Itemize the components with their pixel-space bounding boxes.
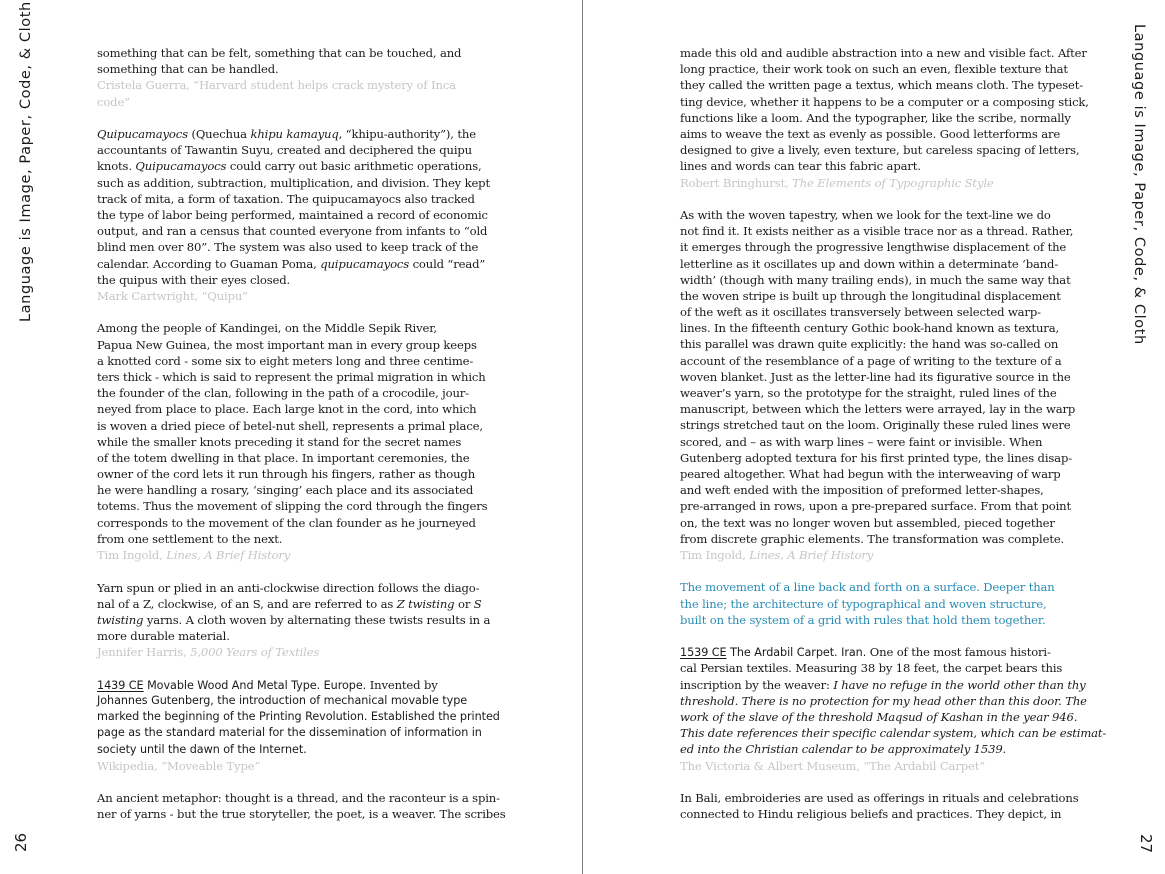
text-segment: the quipus with their eyes closed. xyxy=(97,272,291,287)
text-line xyxy=(97,418,489,434)
text-segment: is woven a dried piece of betel-nut shell, represents a primal place, xyxy=(97,418,483,433)
text-line xyxy=(680,806,1072,822)
text-segment: As with the woven tapestry, when we look for the text-line we do xyxy=(680,207,1051,222)
text-segment: S xyxy=(473,596,482,611)
text-segment: something that can be felt, something that can be touched, and xyxy=(97,46,462,60)
text-line xyxy=(97,207,489,223)
text-segment: designed to give a lively, even texture, but careless spacing of letters, xyxy=(680,143,1080,158)
text-line xyxy=(680,596,1072,612)
text-line xyxy=(680,434,1072,450)
text-segment: This date references their specific calendar system, which can be estimat- xyxy=(680,726,1107,741)
text-line xyxy=(680,677,1086,693)
text-line xyxy=(680,466,1072,482)
text-segment: cal Persian textiles. Measuring 38 by 18 feet, the carpet bears this xyxy=(680,661,1063,676)
text-segment: made this old and audible abstraction into a new and visible fact. After xyxy=(680,46,1087,60)
text-line xyxy=(680,223,1072,239)
text-segment: more durable material. xyxy=(97,629,230,644)
text-line xyxy=(97,580,489,596)
text-segment: , “khipu-authority”), the xyxy=(338,127,476,142)
text-segment: such as addition, subtraction, multiplication, and division. They kept xyxy=(97,175,490,190)
page-number-left: 26 xyxy=(12,832,30,852)
text-line xyxy=(97,256,489,272)
text-line xyxy=(680,369,1072,385)
text-line xyxy=(680,304,1072,320)
text-line xyxy=(97,142,489,158)
timeline-title: Movable Wood And Metal Type. Europe. xyxy=(143,678,367,692)
text-line xyxy=(97,790,500,806)
text-line xyxy=(97,239,489,255)
text-line xyxy=(680,77,1084,93)
text-segment: neyed from place to place. Each large knot in the cord, into which xyxy=(97,402,477,417)
text-line xyxy=(680,158,1072,174)
text-segment: output, and ran a census that counted everyone from infants to “old xyxy=(97,224,488,239)
text-line xyxy=(97,677,489,693)
text-segment: In Bali, embroideries are used as offerings in rituals and celebrations xyxy=(680,791,1079,806)
text-segment: Yarn spun or plied in an anti-clockwise direction follows the diago- xyxy=(97,580,480,595)
text-segment: pre-arranged in rows, upon a pre-prepared surface. From that point xyxy=(680,499,1072,514)
highlight-quote xyxy=(680,579,1072,628)
text-segment: while the smaller knots preceding it stand for the secret names xyxy=(97,434,462,449)
text-segment: Johannes Gutenberg, the introduction of mechanical movable type xyxy=(97,693,468,707)
text-segment: Quipucamayocs xyxy=(97,127,188,142)
text-line xyxy=(97,272,489,288)
text-segment: functions like a loom. And the typographer, like the scribe, normally xyxy=(680,110,1071,125)
page-number-right: 27 xyxy=(1137,834,1155,854)
text-line xyxy=(680,612,1072,628)
citation-line xyxy=(97,288,489,304)
text-segment: could “read” xyxy=(409,256,486,271)
text-segment: Cristela Guerra, “Harvard student helps crack mystery of Inca xyxy=(97,78,456,93)
timeline-year: 1539 CE xyxy=(680,646,727,660)
text-segment: khipu kamayuq xyxy=(250,127,339,142)
text-line xyxy=(680,256,1072,272)
text-segment: from one settlement to the next. xyxy=(97,531,283,546)
text-line xyxy=(97,466,489,482)
text-line xyxy=(97,498,489,514)
citation-line xyxy=(97,77,489,93)
text-line xyxy=(97,612,489,628)
text-segment: page as the standard material for the dissemination of information in xyxy=(97,726,482,740)
text-segment: code” xyxy=(97,94,130,109)
text-segment: An ancient metaphor: thought is a thread, and the raconteur is a spin- xyxy=(97,791,500,806)
text-segment: something that can be handled. xyxy=(97,62,279,77)
text-segment: connected to Hindu religious beliefs and practices. They depict, in xyxy=(680,807,1062,822)
text-segment: width’ (though with many trailing ends), in much the same way that xyxy=(680,272,1071,287)
text-segment: Quipucamayocs xyxy=(135,159,227,174)
running-head-left: Language is Image, Paper, Code, & Cloth xyxy=(18,1,34,322)
text-segment: threshold. There is no protection for my head other than this door. The xyxy=(680,693,1087,708)
text-line xyxy=(680,272,1072,288)
text-segment: blind men over 80”. The system was also used to keep track of the xyxy=(97,240,479,255)
quote-block xyxy=(680,45,1089,191)
text-line xyxy=(680,288,1072,304)
text-line xyxy=(680,320,1072,336)
text-segment: Invented by xyxy=(366,677,438,692)
text-segment: the line; the architecture of typographical and woven structure, xyxy=(680,596,1047,611)
text-segment: Lines, A Brief History xyxy=(749,547,874,562)
text-segment: totems. Thus the movement of slipping the cord through the fingers xyxy=(97,499,488,514)
text-segment: account of the resemblance of a page of writing to the texture of a xyxy=(680,353,1062,368)
text-segment: corresponds to the movement of the clan founder as he journeyed xyxy=(97,515,476,530)
citation-line xyxy=(680,547,1072,563)
text-line xyxy=(97,806,506,822)
quote-block xyxy=(97,790,506,822)
text-segment: long practice, their work took on such an even, flexible texture that xyxy=(680,62,1068,77)
text-line xyxy=(680,417,1072,433)
text-segment: Gutenberg adopted textura for his first printed type, the lines disap- xyxy=(680,450,1072,465)
text-line xyxy=(680,482,1072,498)
right-text-column xyxy=(680,45,1107,839)
text-segment: ting device, whether it happens to be a computer or a composing stick, xyxy=(680,94,1089,109)
text-segment: Tim Ingold, xyxy=(680,547,750,562)
citation-line xyxy=(680,758,1072,774)
text-line xyxy=(680,660,1072,676)
text-segment: he were handling a rosary, ‘singing’ each place and its associated xyxy=(97,483,474,498)
text-line xyxy=(97,385,489,401)
text-segment: Jennifer Harris, xyxy=(97,645,191,660)
timeline-title: The Ardabil Carpet. Iran. xyxy=(726,646,867,660)
text-segment: on, the text was no longer woven but assembled, pieced together xyxy=(680,515,1055,530)
text-line xyxy=(680,531,1072,547)
text-segment: inscription by the weaver: xyxy=(680,677,834,692)
timeline-entry xyxy=(97,677,500,774)
text-line xyxy=(97,337,489,353)
text-line xyxy=(97,434,489,450)
text-line xyxy=(680,61,1072,77)
text-segment: ner of yarns - but the true storyteller, the poet, is a weaver. The scribes xyxy=(97,807,506,822)
right-page xyxy=(583,0,1165,874)
text-segment: built on the system of a grid with rules that hold them together. xyxy=(680,612,1046,627)
timeline-year: 1439 CE xyxy=(97,678,144,692)
text-line xyxy=(97,369,489,385)
text-line xyxy=(680,353,1072,369)
text-line xyxy=(680,515,1072,531)
text-segment: the type of labor being performed, maintained a record of economic xyxy=(97,207,488,222)
text-line xyxy=(97,320,489,336)
text-segment: they called the written page a textus, which means cloth. The typeset- xyxy=(680,78,1084,93)
text-segment: quipucamayocs xyxy=(320,256,410,271)
text-line xyxy=(680,336,1072,352)
text-line xyxy=(680,741,1072,757)
text-line xyxy=(97,482,489,498)
text-segment: or xyxy=(454,596,474,611)
text-line xyxy=(680,45,1087,61)
text-segment: of the weft as it oscillates transversely between selected warp- xyxy=(680,305,1041,320)
text-segment: society until the dawn of the Internet. xyxy=(97,742,307,756)
text-segment: knots. xyxy=(97,159,136,174)
text-segment: Papua New Guinea, the most important man in every group keeps xyxy=(97,337,477,352)
text-line xyxy=(97,158,489,174)
text-segment: manuscript, between which the letters were arrayed, lay in the warp xyxy=(680,402,1076,417)
text-line xyxy=(680,725,1107,741)
text-segment: One of the most famous histori- xyxy=(866,645,1051,660)
text-segment: ed into the Christian calendar to be approximately 1539. xyxy=(680,742,1007,757)
text-line xyxy=(97,693,489,709)
running-head-right: Language is Image, Paper, Code, & Cloth xyxy=(1131,24,1147,345)
text-line xyxy=(97,175,489,191)
text-line xyxy=(97,531,489,547)
text-line xyxy=(680,94,1089,110)
quote-block xyxy=(97,45,489,110)
text-line xyxy=(97,450,489,466)
text-segment: Mark Cartwright, “Quipu” xyxy=(97,288,248,303)
text-segment: marked the beginning of the Printing Revolution. Established the printed xyxy=(97,710,500,724)
text-line xyxy=(97,126,489,142)
text-segment: work of the slave of the threshold Maqsud of Kashan in the year 946. xyxy=(680,710,1078,725)
citation-line xyxy=(97,94,489,110)
text-segment: ters thick - which is said to represent the primal migration in which xyxy=(97,369,486,384)
text-segment: yarns. A cloth woven by alternating these twists results in a xyxy=(143,612,491,627)
text-segment: accountants of Tawantin Suyu, created and deciphered the quipu xyxy=(97,143,472,158)
text-segment: Wikipedia, “Moveable Type” xyxy=(97,758,261,773)
text-segment: lines and words can tear this fabric apart. xyxy=(680,159,921,174)
text-segment: The Victoria & Albert Museum, “The Ardabil Carpet” xyxy=(680,758,985,773)
text-line xyxy=(680,126,1072,142)
text-segment: Among the people of Kandingei, on the Middle Sepik River, xyxy=(97,321,437,336)
quote-block xyxy=(97,580,489,661)
text-segment: letterline as it oscillates up and down within a determinate ‘band- xyxy=(680,256,1059,271)
text-segment: the founder of the clan, following in the path of a crocodile, jour- xyxy=(97,386,469,401)
quote-block xyxy=(680,790,1079,822)
text-line xyxy=(97,596,489,612)
text-segment: scored, and – as with warp lines – were faint or invisible. When xyxy=(680,434,1043,449)
text-segment: owner of the cord lets it run through his fingers, rather as though xyxy=(97,467,476,482)
text-segment: Lines, A Brief History xyxy=(166,548,291,563)
text-line xyxy=(680,790,1079,806)
text-line xyxy=(97,401,489,417)
text-line xyxy=(97,515,489,531)
left-text-column xyxy=(97,45,506,839)
text-segment: of the totem dwelling in that place. In important ceremonies, the xyxy=(97,450,470,465)
text-segment: aims to weave the text as evenly as possible. Good letterforms are xyxy=(680,126,1061,141)
text-line xyxy=(680,693,1087,709)
text-segment: from discrete graphic elements. The transformation was complete. xyxy=(680,531,1065,546)
text-line xyxy=(97,725,489,741)
text-segment: lines. In the fifteenth century Gothic book-hand known as textura, xyxy=(680,321,1059,336)
quote-block xyxy=(680,207,1076,563)
text-segment: strings stretched taut on the loom. Originally these ruled lines were xyxy=(680,418,1071,433)
left-page xyxy=(0,0,582,874)
text-segment: I have no refuge in the world other than thy xyxy=(833,677,1086,692)
text-line xyxy=(97,191,489,207)
text-line xyxy=(97,742,489,758)
text-segment: this parallel was drawn quite explicitly: the hand was so-called on xyxy=(680,337,1059,352)
text-segment: and weft ended with the imposition of preformed letter-shapes, xyxy=(680,483,1044,498)
text-line xyxy=(97,61,489,77)
text-segment: twisting xyxy=(97,612,144,627)
text-line xyxy=(680,450,1072,466)
text-segment: track of mita, a form of taxation. The quipucamayocs also tracked xyxy=(97,191,475,206)
text-segment: woven blanket. Just as the letter-line had its figurative source in the xyxy=(680,369,1071,384)
text-line xyxy=(680,207,1072,223)
text-line xyxy=(680,401,1076,417)
text-segment: (Quechua xyxy=(187,127,251,142)
text-segment: 5,000 Years of Textiles xyxy=(190,645,320,660)
citation-line xyxy=(97,644,489,660)
text-segment: it emerges through the progressive lengthwise displacement of the xyxy=(680,240,1067,255)
quote-block xyxy=(97,320,489,563)
text-line xyxy=(97,223,489,239)
text-line xyxy=(680,142,1080,158)
text-line xyxy=(97,628,489,644)
text-segment: peared altogether. What had begun with the interweaving of warp xyxy=(680,466,1061,481)
text-line xyxy=(680,644,1072,660)
quote-block xyxy=(97,126,489,304)
citation-line xyxy=(680,175,1072,191)
text-line xyxy=(680,239,1072,255)
text-segment: nal of a Z, clockwise, of an S, and are referred to as xyxy=(97,596,397,611)
text-segment: weaver’s yarn, so the prototype for the straight, ruled lines of the xyxy=(680,386,1057,401)
text-segment: Tim Ingold, xyxy=(97,548,167,563)
text-line xyxy=(97,353,489,369)
text-line xyxy=(680,579,1072,595)
text-line xyxy=(680,385,1072,401)
text-segment: calendar. According to Guaman Poma, xyxy=(97,256,321,271)
text-segment: not find it. It exists neither as a visible trace nor as a thread. Rather, xyxy=(680,224,1074,239)
text-segment: could carry out basic arithmetic operations, xyxy=(226,159,482,174)
text-line xyxy=(97,45,489,61)
text-line xyxy=(680,110,1072,126)
text-segment: Z twisting xyxy=(396,596,455,611)
text-segment: the woven stripe is built up through the longitudinal displacement xyxy=(680,288,1061,303)
timeline-entry xyxy=(680,644,1107,774)
text-line xyxy=(680,498,1072,514)
text-line xyxy=(680,709,1078,725)
text-segment: The movement of a line back and forth on a surface. Deeper than xyxy=(680,580,1055,595)
citation-line xyxy=(97,547,489,563)
text-segment: Robert Bringhurst, xyxy=(680,175,793,190)
text-segment: a knotted cord - some six to eight meters long and three centime- xyxy=(97,353,474,368)
text-line xyxy=(97,709,500,725)
citation-line xyxy=(97,758,489,774)
text-segment: The Elements of Typographic Style xyxy=(792,175,994,190)
